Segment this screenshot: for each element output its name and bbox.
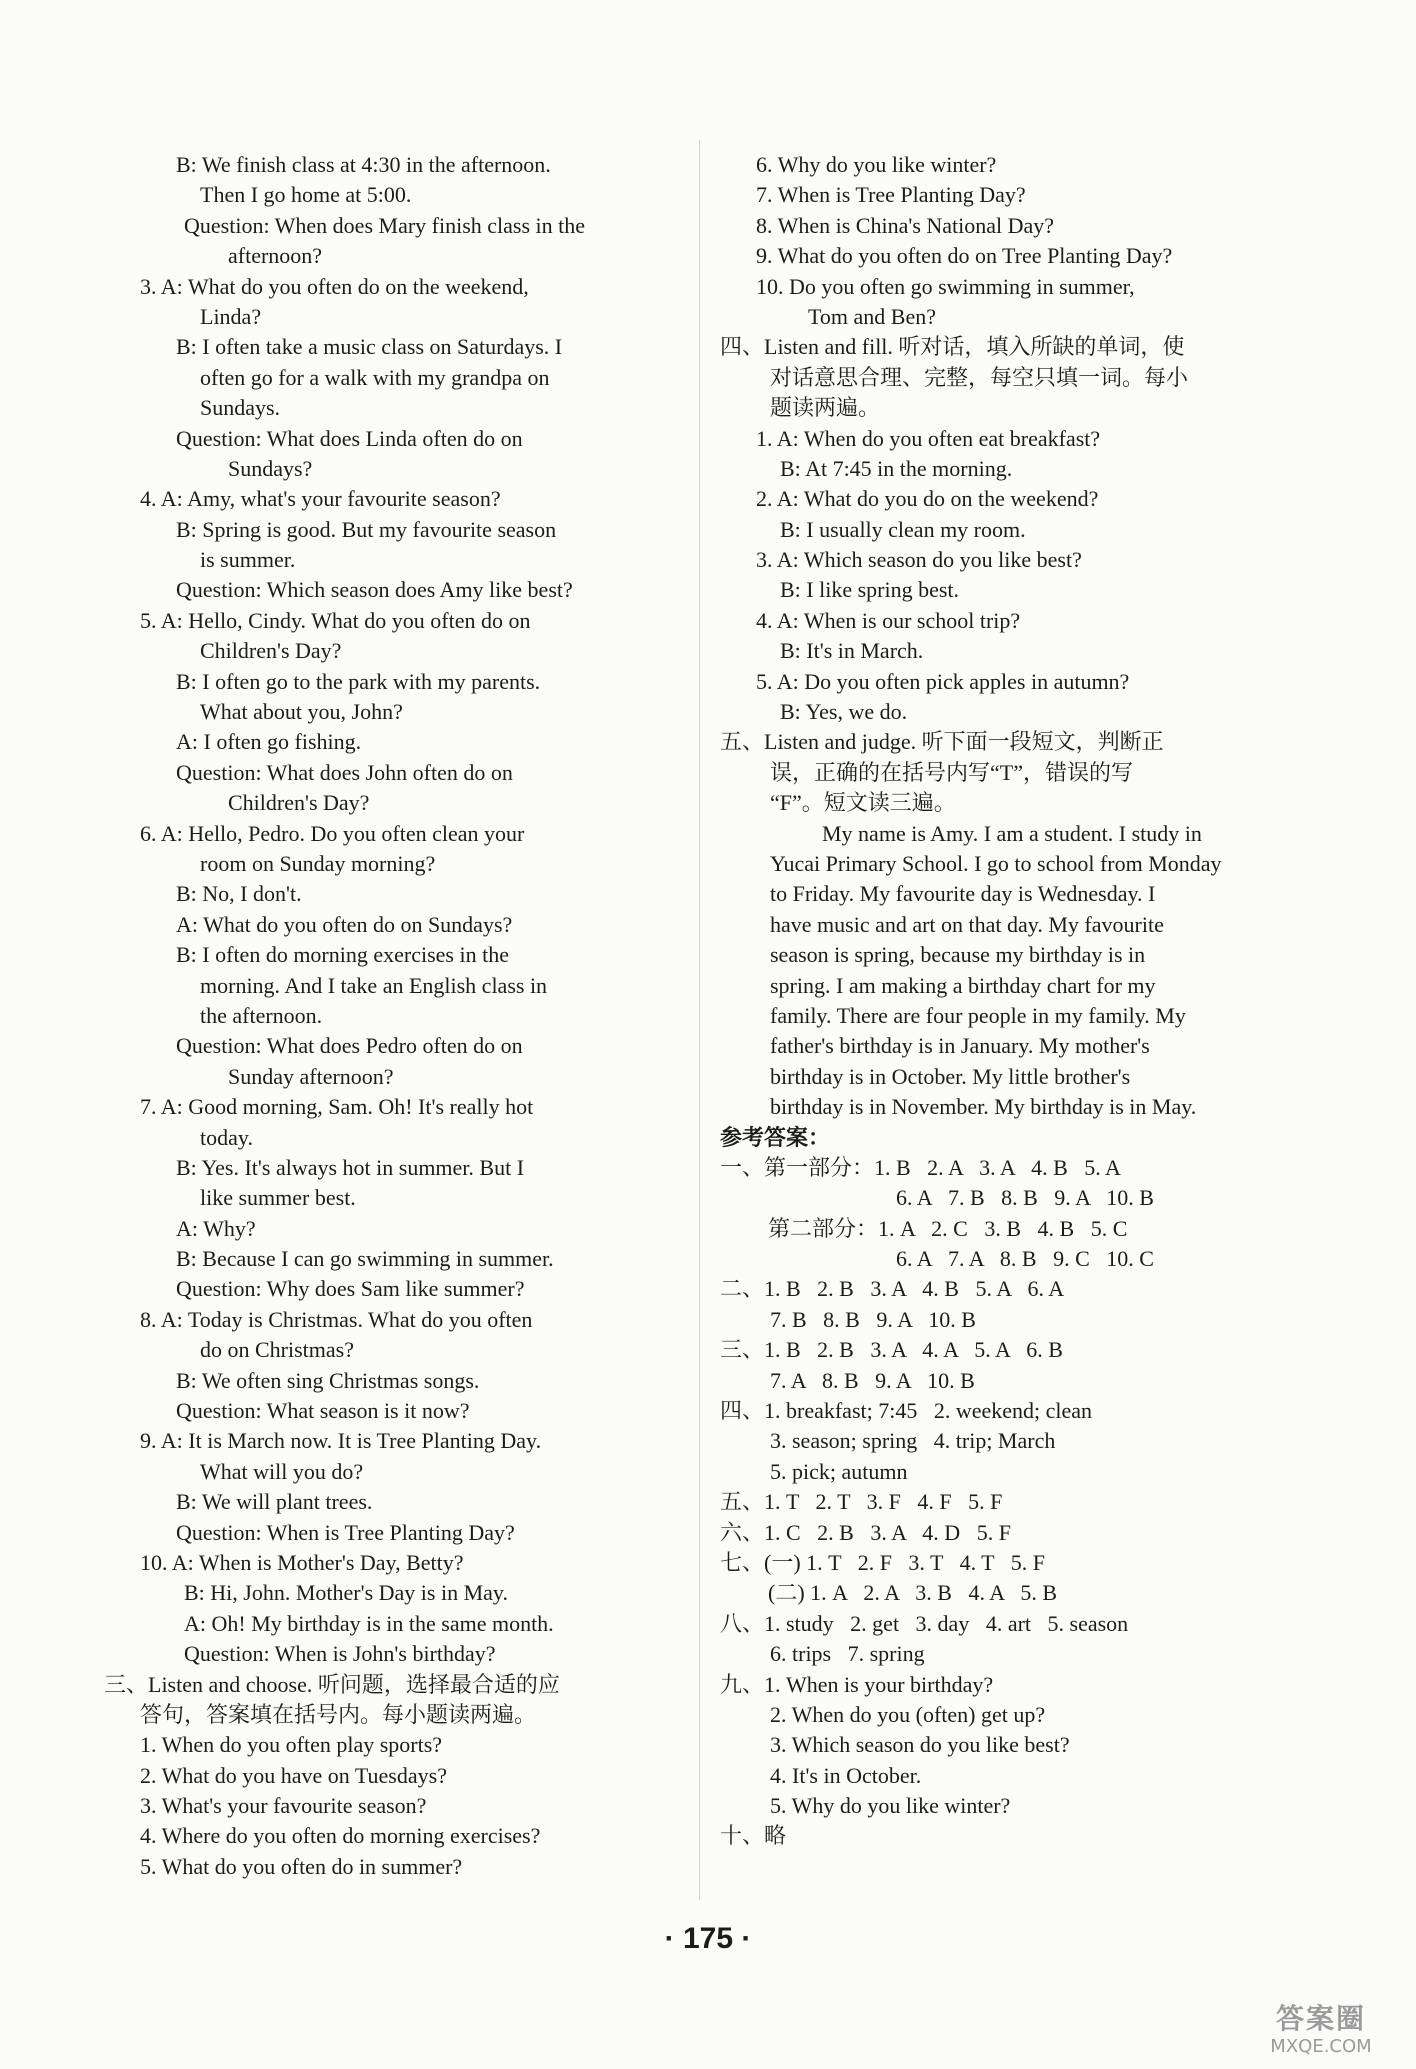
column-divider [699, 140, 700, 1900]
answer-line: 2. When do you (often) get up? [770, 1701, 1046, 1727]
text-line: Question: When is John's birthday? [184, 1641, 496, 1667]
text-line: B: I usually clean my room. [780, 516, 1026, 542]
text-line: A: I often go fishing. [176, 729, 362, 755]
answer-line: 第二部分：1. A 2. C 3. B 4. B 5. C [768, 1215, 1128, 1241]
text-line: B: I often take a music class on Saturdays. I [176, 334, 563, 360]
text-line: B: Yes, we do. [780, 699, 908, 725]
text-line: B: We finish class at 4:30 in the afternoon. [176, 152, 551, 177]
answer-line: 九、1. When is your birthday? [720, 1671, 994, 1697]
text-line: B: Yes. It's always hot in summer. But I [176, 1154, 525, 1180]
text-line: 4. A: When is our school trip? [756, 607, 1021, 633]
page-number: · 175 · [664, 1922, 752, 1955]
paragraph-line: Yucai Primary School. I go to school from Monday [770, 850, 1222, 876]
answer-line: 6. A 7. A 8. B 9. C 10. C [896, 1246, 1154, 1272]
section-heading: 五、Listen and judge. 听下面一段短文，判断正 [720, 729, 1164, 755]
text-line: 10. A: When is Mother's Day, Betty? [140, 1549, 464, 1575]
text-line: 答句，答案填在括号内。每小题读两遍。 [140, 1701, 537, 1727]
text-line: 5. A: Do you often pick apples in autumn? [756, 668, 1130, 694]
answer-line: 五、1. T 2. T 3. F 4. F 5. F [720, 1489, 1003, 1515]
text-line: Then I go home at 5:00. [200, 182, 412, 208]
text-line: B: Because I can go swimming in summer. [176, 1246, 554, 1272]
text-line: 2. What do you have on Tuesdays? [140, 1762, 447, 1788]
text-line: 2. A: What do you do on the weekend? [756, 486, 1099, 512]
text-line: 5. A: Hello, Cindy. What do you often do on [140, 607, 531, 633]
left-column [104, 150, 660, 1882]
paragraph-line: spring. I am making a birthday chart for my [770, 972, 1156, 998]
text-line: A: Why? [176, 1215, 256, 1241]
right-column [720, 150, 1320, 1852]
answer-line: 六、1. C 2. B 3. A 4. D 5. F [720, 1519, 1011, 1545]
answer-key-heading: 参考答案： [720, 1124, 831, 1150]
text-line: 7. A: Good morning, Sam. Oh! It's really hot [140, 1094, 534, 1120]
text-line: afternoon? [228, 243, 323, 269]
text-line: B: No, I don't. [176, 881, 302, 907]
paragraph-line: birthday is in October. My little brother's [770, 1063, 1131, 1089]
section-heading: 四、Listen and fill. 听对话，填入所缺的单词，使 [720, 334, 1185, 360]
text-line: Question: Which season does Amy like best? [176, 577, 573, 603]
text-line: 10. Do you often go swimming in summer, [756, 273, 1135, 299]
text-line: room on Sunday morning? [200, 850, 436, 876]
answer-line: 7. B 8. B 9. A 10. B [770, 1306, 976, 1332]
text-line: B: We often sing Christmas songs. [176, 1367, 480, 1393]
text-line: is summer. [200, 547, 296, 573]
text-line: Question: When does Mary finish class in the [184, 212, 586, 238]
paragraph-line: to Friday. My favourite day is Wednesday. I [770, 881, 1156, 907]
text-line: 9. What do you often do on Tree Planting Day? [756, 243, 1173, 269]
answer-line: (二) 1. A 2. A 3. B 4. A 5. B [768, 1580, 1058, 1606]
text-line: 8. A: Today is Christmas. What do you often [140, 1306, 533, 1332]
text-line: 3. What's your favourite season? [140, 1793, 427, 1819]
text-line: B: I like spring best. [780, 577, 960, 603]
paragraph-line: birthday is in November. My birthday is in May. [770, 1094, 1197, 1120]
answer-line: 6. A 7. B 8. B 9. A 10. B [896, 1185, 1154, 1211]
answer-line: 八、1. study 2. get 3. day 4. art 5. season [720, 1610, 1129, 1636]
answer-line: 5. pick; autumn [770, 1458, 908, 1484]
text-line: A: Oh! My birthday is in the same month. [184, 1610, 554, 1636]
text-line: B: At 7:45 in the morning. [780, 455, 1013, 481]
text-line: 7. When is Tree Planting Day? [756, 182, 1026, 208]
text-line: like summer best. [200, 1185, 356, 1211]
answer-line: 二、1. B 2. B 3. A 4. B 5. A 6. A [720, 1276, 1065, 1302]
text-line: Children's Day? [200, 638, 342, 664]
text-line: B: Spring is good. But my favourite season [176, 516, 557, 542]
text-line: Question: What does John often do on [176, 759, 513, 785]
answer-line: 7. A 8. B 9. A 10. B [770, 1367, 975, 1393]
text-line: Question: What does Pedro often do on [176, 1033, 523, 1059]
paragraph-line: family. There are four people in my family. My [770, 1002, 1186, 1028]
answer-line: 三、1. B 2. B 3. A 4. A 5. A 6. B [720, 1337, 1063, 1363]
text-line: 3. A: Which season do you like best? [756, 547, 1082, 573]
text-line: 5. What do you often do in summer? [140, 1853, 463, 1879]
text-line: 8. When is China's National Day? [756, 212, 1055, 238]
answer-line: 6. trips 7. spring [770, 1641, 925, 1667]
text-line: 4. Where do you often do morning exercises? [140, 1823, 541, 1849]
text-line: Sundays. [200, 395, 281, 421]
answer-line: 5. Why do you like winter? [770, 1793, 1011, 1819]
text-line: morning. And I take an English class in [200, 972, 548, 998]
text-line: What about you, John? [200, 699, 403, 725]
answer-line: 四、1. breakfast; 7:45 2. weekend; clean [720, 1398, 1093, 1424]
text-line: Question: When is Tree Planting Day? [176, 1519, 515, 1545]
text-line: 对话意思合理、完整，每空只填一词。每小 [770, 364, 1189, 390]
text-line: Sunday afternoon? [228, 1063, 394, 1089]
text-line: Linda? [200, 303, 262, 329]
paragraph-line: father's birthday is in January. My mother's [770, 1033, 1150, 1059]
text-line: B: I often do morning exercises in the [176, 942, 509, 968]
text-line: B: I often go to the park with my parents. [176, 668, 541, 694]
watermark-title: 答案圈 [1275, 2002, 1366, 2035]
text-line: often go for a walk with my grandpa on [200, 364, 550, 390]
text-line: Sundays? [228, 455, 313, 481]
paragraph-line: My name is Amy. I am a student. I study in [822, 820, 1202, 846]
text-line: do on Christmas? [200, 1337, 354, 1363]
text-line: “F”。短文读三遍。 [770, 790, 956, 816]
text-line: today. [200, 1124, 253, 1150]
text-line: 题读两遍。 [770, 395, 881, 421]
text-line: 9. A: It is March now. It is Tree Planting Day. [140, 1428, 542, 1454]
text-line: 4. A: Amy, what's your favourite season? [140, 486, 501, 512]
text-line: 3. A: What do you often do on the weekend, [140, 273, 529, 299]
text-line: the afternoon. [200, 1002, 323, 1028]
answer-line: 十、略 [720, 1823, 787, 1849]
text-line: 1. When do you often play sports? [140, 1732, 443, 1758]
paragraph-line: have music and art on that day. My favourite [770, 911, 1164, 937]
text-line: B: It's in March. [780, 638, 924, 664]
text-line: Question: What season is it now? [176, 1398, 470, 1424]
answer-line: 3. season; spring 4. trip; March [770, 1428, 1056, 1454]
watermark-url: MXQE.COM [1270, 2036, 1372, 2057]
answer-line: 4. It's in October. [770, 1762, 922, 1788]
text-line: B: Hi, John. Mother's Day is in May. [184, 1580, 508, 1606]
answer-line: 七、(一) 1. T 2. F 3. T 4. T 5. F [720, 1549, 1045, 1575]
text-line: Children's Day? [228, 790, 370, 816]
text-line: Question: Why does Sam like summer? [176, 1276, 525, 1302]
answer-line: 3. Which season do you like best? [770, 1732, 1070, 1758]
section-heading: 三、Listen and choose. 听问题，选择最合适的应 [104, 1671, 560, 1697]
text-line: 误，正确的在括号内写“T”，错误的写 [770, 759, 1133, 785]
text-line: 6. A: Hello, Pedro. Do you often clean your [140, 820, 525, 846]
answer-line: 一、第一部分：1. B 2. A 3. A 4. B 5. A [720, 1154, 1121, 1180]
text-line: B: We will plant trees. [176, 1489, 373, 1515]
text-line: 1. A: When do you often eat breakfast? [756, 425, 1101, 451]
text-line: Tom and Ben? [808, 303, 936, 329]
text-line: What will you do? [200, 1458, 364, 1484]
watermark-logo [1246, 2002, 1396, 2062]
text-line: 6. Why do you like winter? [756, 152, 997, 177]
text-line: Question: What does Linda often do on [176, 425, 523, 451]
paragraph-line: season is spring, because my birthday is in [770, 942, 1146, 968]
text-line: A: What do you often do on Sundays? [176, 911, 513, 937]
